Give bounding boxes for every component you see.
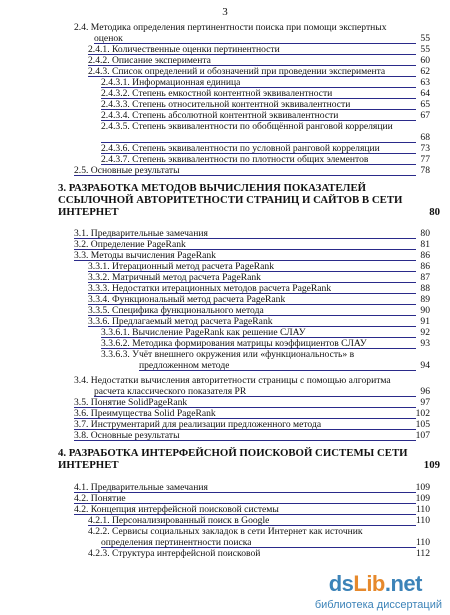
toc-entry-page: 88 [420,283,430,294]
logo-part-lib: Lib [353,571,385,596]
chapter-heading-4[interactable] [58,447,440,471]
toc-entry-page: 55 [420,33,430,44]
toc-entry[interactable] [0,110,450,121]
toc-entry-page: 102 [415,408,430,419]
toc-entry-page: 105 [415,419,430,430]
toc-entry-label: 3.3. Методы вычисления PageRank [74,250,216,261]
toc-entry-label: 3.3.6.3. Учёт внешнего окружения или «функциональность» в [101,349,355,360]
toc-entry-label: 2.4.3. Список определений и обозначений при проведении эксперимента [88,66,386,77]
toc-entry-page: 91 [420,316,430,327]
toc-entry-label: 2.4.1. Количественные оценки пертинентности [88,44,280,55]
toc-entry-label: 3.3.4. Функциональный метод расчета PageRank [88,294,286,305]
toc-entry[interactable] [0,349,450,360]
toc-entry[interactable] [0,482,450,493]
logo-part-ds: ds [328,571,354,596]
toc-entry-page: 110 [415,537,430,548]
toc-entry-page: 97 [420,397,430,408]
toc-entry-page: 55 [420,44,430,55]
toc-entry-page: 78 [420,165,430,176]
toc-entry-label: 3.3.3. Недостатки итерационных методов расчета PageRank [88,283,332,294]
toc-entry-label: 2.4.2. Описание эксперимента [88,55,211,66]
toc-entry-page: 109 [415,482,430,493]
toc-entry[interactable] [0,375,450,386]
toc-entry-page: 77 [420,154,430,165]
toc-entry-label: 4.2.1. Персонализированный поиск в Google [88,515,270,526]
toc-entry[interactable] [0,548,450,559]
toc-entry[interactable] [0,515,450,526]
toc-entry[interactable] [0,504,450,515]
toc-entry-label: 3.3.6. Предлагаемый метод расчета PageRank [88,316,273,327]
toc-entry-label: 2.4.3.4. Степень абсолютной контентной эквивалентности [101,110,339,121]
toc-entry[interactable] [0,327,450,338]
chapter-heading-label: 3. РАЗРАБОТКА МЕТОДОВ ВЫЧИСЛЕНИЯ ПОКАЗАТЕЛЕЙ ССЫЛОЧНОЙ АВТОРИТЕТНОСТИ СТРАНИЦ И САЙТОВ В СЕТИ ИНТЕРНЕТ [58,182,403,218]
toc-entry-page: 112 [415,548,430,559]
toc-entry[interactable] [0,22,450,33]
toc-entry-label: 2.4.3.2. Степень емкостной контентной эквивалентности [101,88,333,99]
toc-entry-label: 4.2.2. Сервисы социальных закладок в сети Интернет как источник [88,526,363,537]
toc-entry-label: 3.2. Определение PageRank [74,239,186,250]
toc-entry-page: 62 [420,66,430,77]
toc-entry-page: 81 [420,239,430,250]
toc-entry[interactable] [0,143,450,154]
toc-entry-label: расчета классического показателя PR [94,386,247,397]
chapter-heading-label: 4. РАЗРАБОТКА ИНТЕРФЕЙСНОЙ ПОИСКОВОЙ СИСТЕМЫ СЕТИ ИНТЕРНЕТ [58,447,408,471]
toc-entry-label: 2.4.3.6. Степень эквивалентности по условной ранговой корреляции [101,143,380,154]
toc-entry-label: 3.3.6.1. Вычисление PageRank как решение СЛАУ [101,327,306,338]
toc-entry-page: 110 [415,504,430,515]
toc-entry-page: 64 [420,88,430,99]
toc-entry-page: 94 [420,360,430,371]
toc-entry[interactable] [0,55,450,66]
logo-part-net: .net [384,571,422,596]
toc-entry[interactable] [0,66,450,77]
toc-entry-page: 65 [420,99,430,110]
toc-entry[interactable] [0,408,450,419]
toc-entry-label: 3.3.1. Итерационный метод расчета PageRank [88,261,274,272]
toc-entry[interactable] [0,537,450,548]
toc-entry-page: 80 [420,228,430,239]
watermark-wordmark [329,571,422,597]
toc-entry[interactable] [0,165,450,176]
toc-entry-label: 2.4.3.7. Степень эквивалентности по плотности общих элементов [101,154,369,165]
toc-entry-page: 73 [420,143,430,154]
toc-entry-page: 109 [423,459,440,471]
toc-entry[interactable] [0,338,450,349]
toc-entry-label: 4.1. Предварительные замечания [74,482,208,493]
toc-entry[interactable] [0,121,450,132]
toc-entry-label: 3.3.5. Специфика функционального метода [88,305,264,316]
toc-entry-page: 87 [420,272,430,283]
toc-entry-label: 3.6. Преимущества Solid PageRank [74,408,216,419]
toc-entry-label: 3.7. Инструментарий для реализации предложенного метода [74,419,322,430]
toc-entry-label: 3.4. Недостатки вычисления авторитетности страницы с помощью алгоритма [74,375,391,386]
toc-entry[interactable] [0,493,450,504]
toc-entry[interactable] [0,430,450,441]
toc-entry[interactable] [0,386,450,397]
toc-entry[interactable] [0,261,450,272]
toc-entry[interactable] [0,272,450,283]
toc-entry-page: 86 [420,250,430,261]
dotted-leader [139,370,416,371]
toc-entry[interactable] [0,88,450,99]
toc-entry[interactable] [0,305,450,316]
watermark-caption: библиотека диссертаций [314,599,442,611]
toc-entry-page: 93 [420,338,430,349]
toc-entry-label: 4.2. Концепция интерфейсной поисковой системы [74,504,279,515]
toc-entry-label: 2.4.3.3. Степень относительной контентной эквивалентности [101,99,351,110]
page-number: 3 [222,6,228,18]
toc-entry-label: предложенном методе [139,360,230,371]
toc-entry-label: 2.4. Методика определения пертинентности поиска при помощи экспертных [74,22,387,33]
toc-entry[interactable] [0,316,450,327]
toc-entry-page: 92 [420,327,430,338]
toc-entry-page: 86 [420,261,430,272]
toc-entry-label: оценок [94,33,123,44]
toc-entry[interactable] [0,294,450,305]
toc-entry[interactable] [0,397,450,408]
toc-entry[interactable] [0,419,450,430]
toc-entry-page: 107 [415,430,430,441]
toc-entry-label: 3.3.2. Матричный метод расчета PageRank [88,272,261,283]
toc-entry-page: 60 [420,55,430,66]
toc-entry[interactable] [0,77,450,88]
toc-entry-page: 110 [415,515,430,526]
toc-entry-label: 3.5. Понятие SolidPageRank [74,397,188,408]
toc-entry-page: 63 [420,77,430,88]
toc-entry[interactable] [0,228,450,239]
toc-entry-label: 3.8. Основные результаты [74,430,180,441]
chapter-heading-3[interactable] [58,182,440,218]
toc-entry-page: 68 [420,132,430,143]
watermark-logo[interactable] [300,567,450,615]
toc-entry-label: 4.2. Понятие [74,493,126,504]
toc-entry-label: 2.4.3.5. Степень эквивалентности по обобщённой ранговой корреляции [101,121,393,132]
toc-entry-label: 3.1. Предварительные замечания [74,228,208,239]
toc-entry[interactable] [0,360,450,371]
toc-entry-label: 4.2.3. Структура интерфейсной поисковой [88,548,261,559]
toc-entry-page: 89 [420,294,430,305]
toc-entry[interactable] [0,154,450,165]
toc-entry-page: 80 [429,206,440,218]
toc-entry[interactable] [0,44,450,55]
toc-entry-page: 96 [420,386,430,397]
toc-entry[interactable] [0,132,450,143]
toc-entry[interactable] [0,250,450,261]
toc-entry[interactable] [0,239,450,250]
toc-entry-page: 90 [420,305,430,316]
toc-entry-label: определения пертинентности поиска [101,537,252,548]
toc-entry-page: 109 [415,493,430,504]
dotted-leader [74,175,416,176]
toc-entry-label: 2.4.3.1. Информационная единица [101,77,241,88]
toc-entry[interactable] [0,33,450,44]
dotted-leader [74,440,416,441]
toc-entry-label: 3.3.6.2. Методика формирования матрицы коэффициентов СЛАУ [101,338,367,349]
toc-entry[interactable] [0,283,450,294]
toc-entry[interactable] [0,526,450,537]
toc-entry[interactable] [0,99,450,110]
toc-entry-label: 2.5. Основные результаты [74,165,180,176]
toc-entry-page: 67 [420,110,430,121]
